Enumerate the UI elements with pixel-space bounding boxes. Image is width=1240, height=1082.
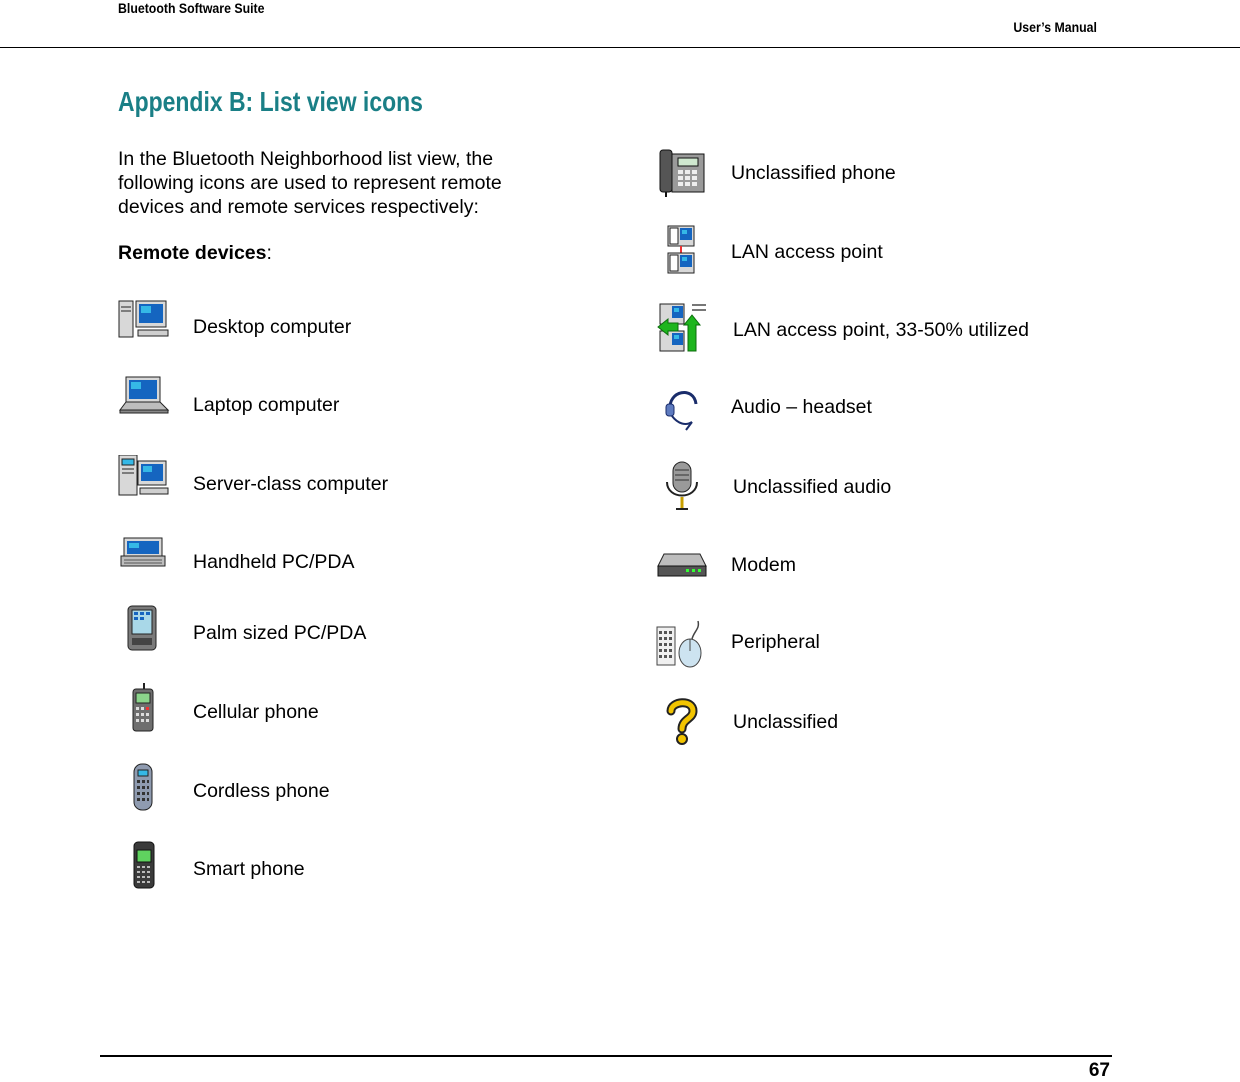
list-item-label: Palm sized PC/PDA	[193, 622, 367, 644]
list-item-label: Modem	[731, 554, 797, 576]
handheld-pda-icon	[118, 533, 174, 589]
intro-paragraph: In the Bluetooth Neighborhood list view, the following icons are used to represent remote devices and remote services respectively:	[118, 148, 502, 218]
laptop-computer-icon	[118, 376, 174, 432]
list-item-label: Cordless phone	[193, 780, 330, 802]
desktop-computer-icon	[118, 298, 174, 354]
list-item-label: Cellular phone	[193, 701, 319, 723]
palm-pda-icon	[118, 604, 174, 660]
section-heading-suffix: :	[266, 242, 272, 264]
cellular-phone-icon	[118, 683, 174, 739]
header-right: User’s Manual	[1013, 19, 1097, 35]
list-item-label: Desktop computer	[193, 316, 352, 338]
footer-rule	[100, 1055, 1112, 1057]
list-item-label: Peripheral	[731, 631, 820, 653]
header-left: Bluetooth Software Suite	[118, 0, 265, 16]
list-item-label: Audio – headset	[731, 396, 872, 418]
header-rule	[0, 47, 1240, 48]
modem-icon	[656, 540, 712, 596]
section-heading	[118, 242, 272, 265]
lan-access-point-utilized-icon	[656, 303, 712, 359]
list-item-label: LAN access point	[731, 241, 883, 263]
server-computer-icon	[118, 455, 174, 511]
desk-phone-icon	[656, 146, 712, 202]
smart-phone-icon	[118, 840, 174, 896]
list-item-label: Laptop computer	[193, 394, 340, 416]
list-item-label: Unclassified audio	[733, 476, 892, 498]
peripheral-icon	[656, 617, 712, 673]
cordless-phone-icon	[118, 762, 174, 818]
section-heading-label: Remote devices	[118, 242, 267, 264]
list-item-label: Smart phone	[193, 858, 305, 880]
page-title: Appendix B: List view icons	[118, 86, 423, 117]
microphone-icon	[656, 460, 712, 516]
page-number: 67	[1088, 1060, 1110, 1081]
headset-icon	[656, 382, 712, 438]
question-mark-icon	[656, 695, 712, 751]
list-item-label: LAN access point, 33-50% utilized	[733, 319, 1029, 341]
list-item-label: Unclassified	[733, 711, 839, 733]
list-item-label: Server-class computer	[193, 473, 389, 495]
list-item-label: Unclassified phone	[731, 162, 896, 184]
list-item-label: Handheld PC/PDA	[193, 551, 355, 573]
lan-access-point-icon	[656, 225, 712, 281]
